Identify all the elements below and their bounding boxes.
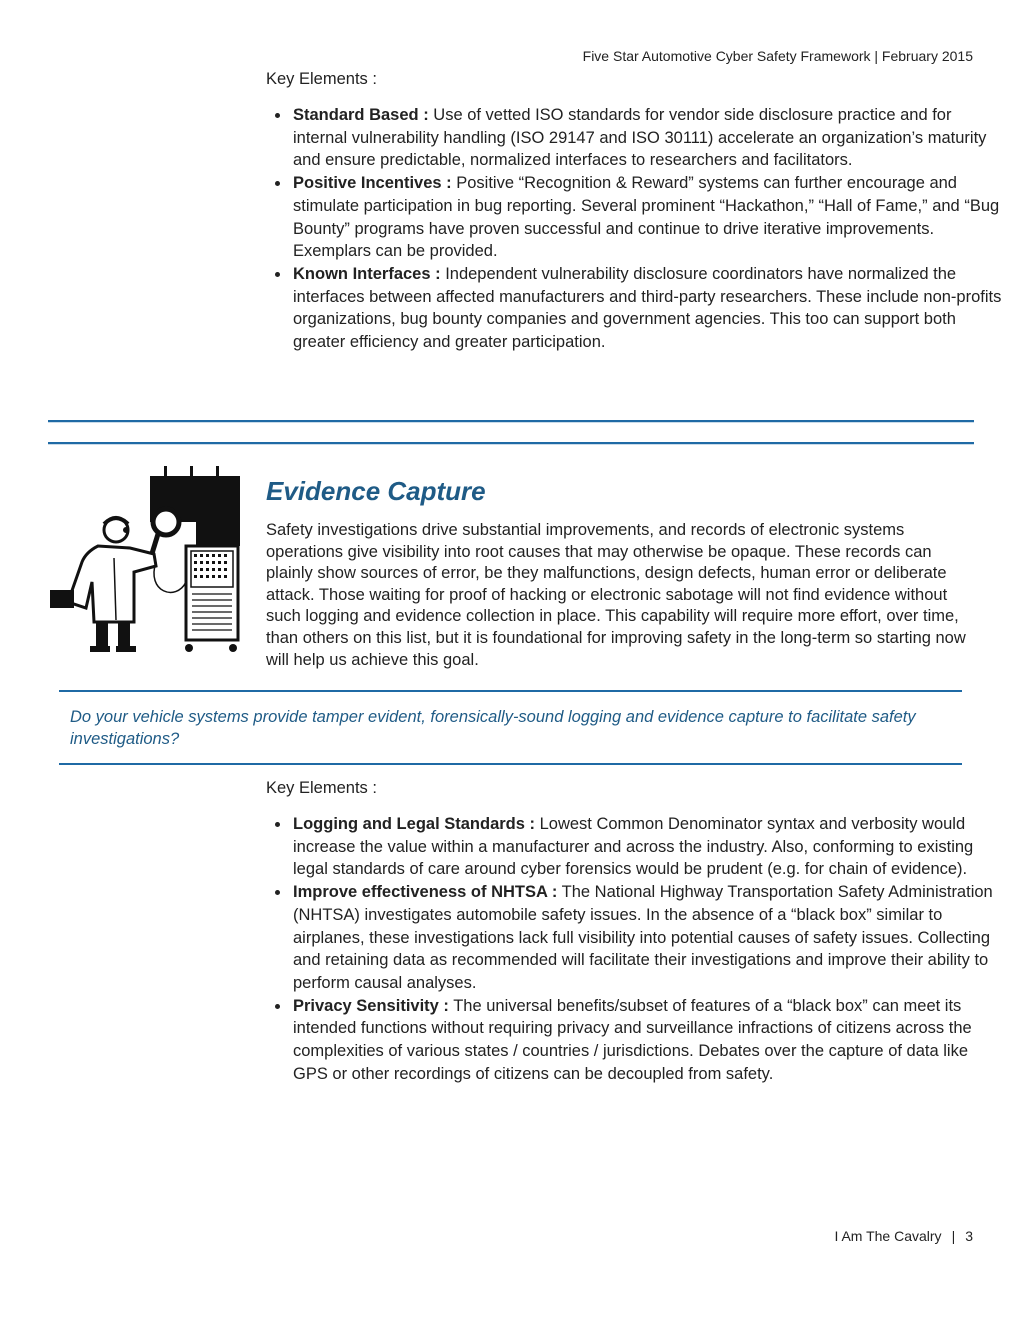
section-divider-bottom xyxy=(48,442,974,444)
list-item xyxy=(293,881,1003,995)
item-text: Independent vulnerability disclosure coordinators have normalized the interfaces between affected manufacturers and third-party researchers. These include non-profits organizations, bug bounty companies and government agencies. This too can support both greater efficiency and greater participation. xyxy=(293,264,1002,352)
list-item xyxy=(293,172,1003,263)
item-title: Logging and Legal Standards : xyxy=(293,815,536,833)
item-text: The National Highway Transportation Safety Administration (NHTSA) investigates automobile safety issues. In the absence of a “black box” similar to airplanes, these investigations lack full visibility into potential causes of safety issues. Collecting and retaining data as recommended will facilitate their investigations and improve their ability to perform causal analyses. xyxy=(293,883,993,992)
running-header: Five Star Automotive Cyber Safety Framework | February 2015 xyxy=(582,48,973,64)
list-item xyxy=(293,813,1003,881)
evidence-key-elements-list xyxy=(266,813,1003,1085)
footer-separator: | xyxy=(951,1228,956,1244)
item-title: Privacy Sensitivity : xyxy=(293,996,449,1015)
item-title: Improve effectiveness of NHTSA : xyxy=(293,883,558,902)
item-title: Known Interfaces : xyxy=(293,264,441,283)
item-text: The universal benefits/subset of features of a “black box” can meet its intended functions without requiring privacy and surveillance infractions of citizens across the complexities of various states / countries / jurisdictions. Debates over the capture of data like GPS or other recordings of citizens can be decoupled from safety. xyxy=(293,996,972,1083)
section-title: Evidence Capture xyxy=(266,476,486,506)
item-title: Positive Incentives : xyxy=(293,174,452,193)
item-title: Standard Based : xyxy=(293,106,429,124)
footer-organization: I Am The Cavalry xyxy=(834,1228,942,1244)
key-elements-label: Key Elements : xyxy=(266,779,377,797)
item-text: Positive “Recognition & Reward” systems can further encourage and stimulate participation in bug reporting. Several prominent “Hackathon,” “Hall of Fame,” and “Bug Bounty” programs have proven successful and continue to drive iterative improvements. Exemplars can be provided. xyxy=(293,174,1000,261)
list-item xyxy=(293,263,1003,354)
question-rule-top xyxy=(59,690,962,692)
question-rule-bottom xyxy=(59,763,962,765)
section-divider-top xyxy=(48,420,974,422)
page-number: 3 xyxy=(965,1228,973,1244)
key-elements-label: Key Elements : xyxy=(266,70,377,88)
list-item xyxy=(293,995,1003,1086)
section-body: Safety investigations drive substantial improvements, and records of electronic systems operations give visibility into root causes that may otherwise be opaque. These records can plainly show sources of error, be they malfunctions, design defects, human error or deliberate attack. Those waiting for proof of hacking or electronic sabotage will not find evidence without such logging and evidence collection in place. This capability will require more effort, over time, than others on this list, but it is foundational for improving safety in the long-term so starting now will help us achieve this goal. xyxy=(266,521,966,669)
callout-question: Do your vehicle systems provide tamper evident, forensically-sound logging and evidence capture to facilitate safety investigations? xyxy=(70,708,916,748)
list-item xyxy=(293,104,1003,172)
page-footer xyxy=(834,1228,973,1244)
item-text: Use of vetted ISO standards for vendor side disclosure practice and for internal vulnerability handling (ISO 29147 and ISO 30111) accelerate an organization’s maturity and ensure predictable, normalized interfaces to researchers and facilitators. xyxy=(293,106,987,170)
investigator-illustration xyxy=(46,462,246,658)
item-text: Lowest Common Denominator syntax and verbosity would increase the value within a manufacturer and across the industry. Also, conforming to existing legal standards of care around cyber forensics would be prudent (e.g. for chain of evidence). xyxy=(293,815,974,879)
top-key-elements-list xyxy=(266,104,1003,354)
